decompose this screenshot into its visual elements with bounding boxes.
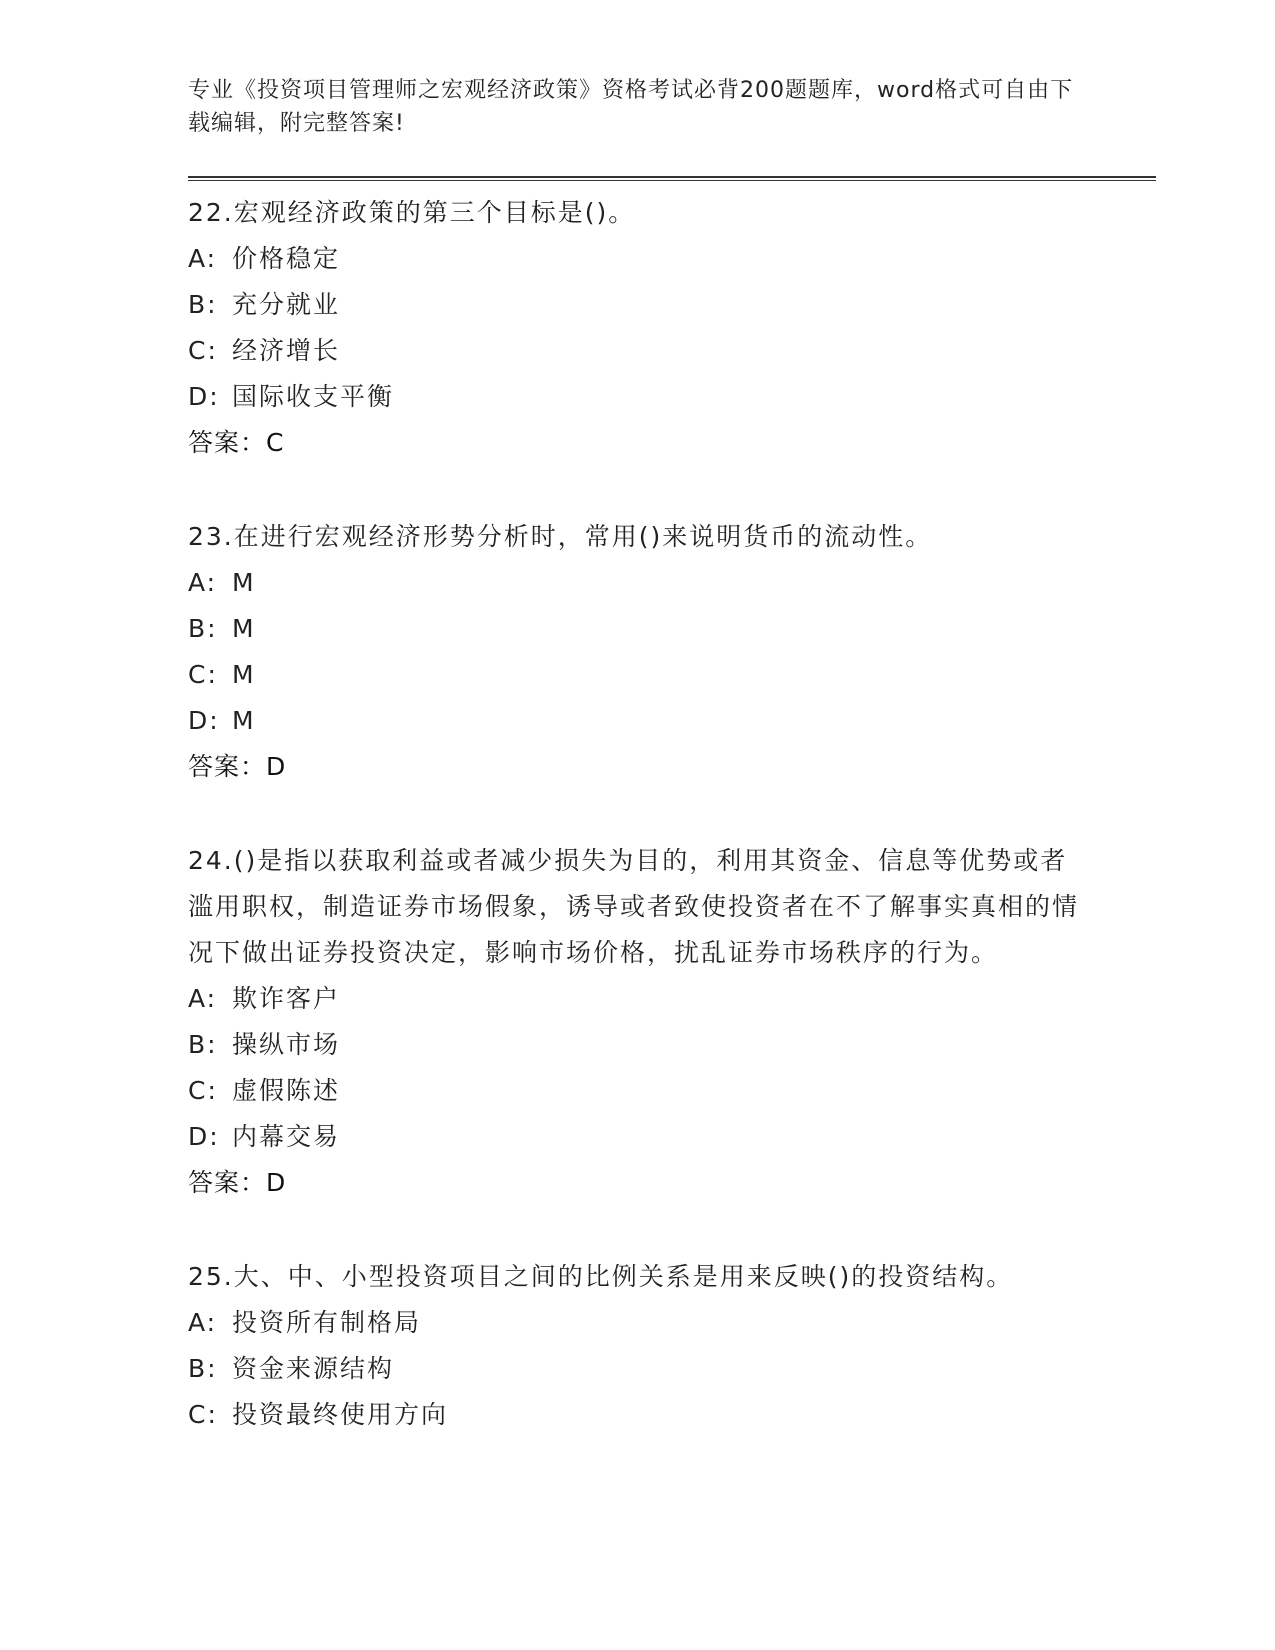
option-text: 操纵市场 [232, 1030, 341, 1059]
question-stem: 22.宏观经济政策的第三个目标是()。 [188, 198, 636, 227]
option-text: 价格稳定 [232, 244, 341, 273]
option-letter: A: [188, 244, 218, 273]
option-letter: B: [188, 290, 218, 319]
question-stem: 24.()是指以获取利益或者减少损失为目的，利用其资金、信息等优势或者滥用职权，制造证券市场假象，诱导或者致使投资者在不了解事实真相的情况下做出证券投资决定，影响市场价格，扰乱证券市场秩序的行为。 [188, 846, 1080, 967]
question-stem: 25.大、中、小型投资项目之间的比例关系是用来反映()的投资结构。 [188, 1262, 1014, 1291]
answer-option [188, 1022, 1088, 1068]
option-text: 资金来源结构 [232, 1354, 395, 1383]
option-text: M [232, 660, 256, 689]
question-block [188, 514, 1088, 790]
document-intro: 专业《投资项目管理师之宏观经济政策》资格考试必背200题题库，word格式可自由下载编辑，附完整答案! [188, 78, 1074, 136]
answer-option [188, 976, 1088, 1022]
option-letter: B: [188, 1354, 218, 1383]
answer-option [188, 1346, 1088, 1392]
question-block [188, 190, 1088, 466]
option-letter: C: [188, 660, 218, 689]
header-divider [188, 176, 1156, 181]
answer-option [188, 606, 1088, 652]
answer-option [188, 698, 1088, 744]
option-letter: C: [188, 336, 218, 365]
option-text: M [232, 614, 256, 643]
option-letter: C: [188, 1400, 218, 1429]
answer-key: 答案：D [188, 752, 287, 781]
option-text: 国际收支平衡 [232, 382, 395, 411]
answer-option [188, 652, 1088, 698]
option-text: 虚假陈述 [232, 1076, 341, 1105]
answer-key: 答案：D [188, 1168, 287, 1197]
option-text: 欺诈客户 [232, 984, 341, 1013]
answer-option [188, 1300, 1088, 1346]
answer-option [188, 560, 1088, 606]
option-text: 充分就业 [232, 290, 341, 319]
option-text: 经济增长 [232, 336, 341, 365]
answer-option [188, 1392, 1088, 1438]
answer-option [188, 374, 1088, 420]
question-block [188, 1254, 1088, 1438]
answer-option [188, 282, 1088, 328]
answer-option [188, 1114, 1088, 1160]
option-letter: A: [188, 568, 218, 597]
answer-option [188, 1068, 1088, 1114]
option-text: 投资最终使用方向 [232, 1400, 449, 1429]
option-text: 内幕交易 [232, 1122, 341, 1151]
option-letter: B: [188, 614, 218, 643]
question-stem: 23.在进行宏观经济形势分析时，常用()来说明货币的流动性。 [188, 522, 933, 551]
option-text: M [232, 568, 256, 597]
option-letter: B: [188, 1030, 218, 1059]
answer-option [188, 236, 1088, 282]
option-text: M [232, 706, 256, 735]
option-text: 投资所有制格局 [232, 1308, 422, 1337]
question-list [188, 190, 1088, 1486]
option-letter: D: [188, 382, 220, 411]
option-letter: D: [188, 706, 220, 735]
answer-option [188, 328, 1088, 374]
option-letter: C: [188, 1076, 218, 1105]
answer-key: 答案：C [188, 428, 285, 457]
option-letter: A: [188, 1308, 218, 1337]
option-letter: A: [188, 984, 218, 1013]
option-letter: D: [188, 1122, 220, 1151]
question-block [188, 838, 1088, 1206]
